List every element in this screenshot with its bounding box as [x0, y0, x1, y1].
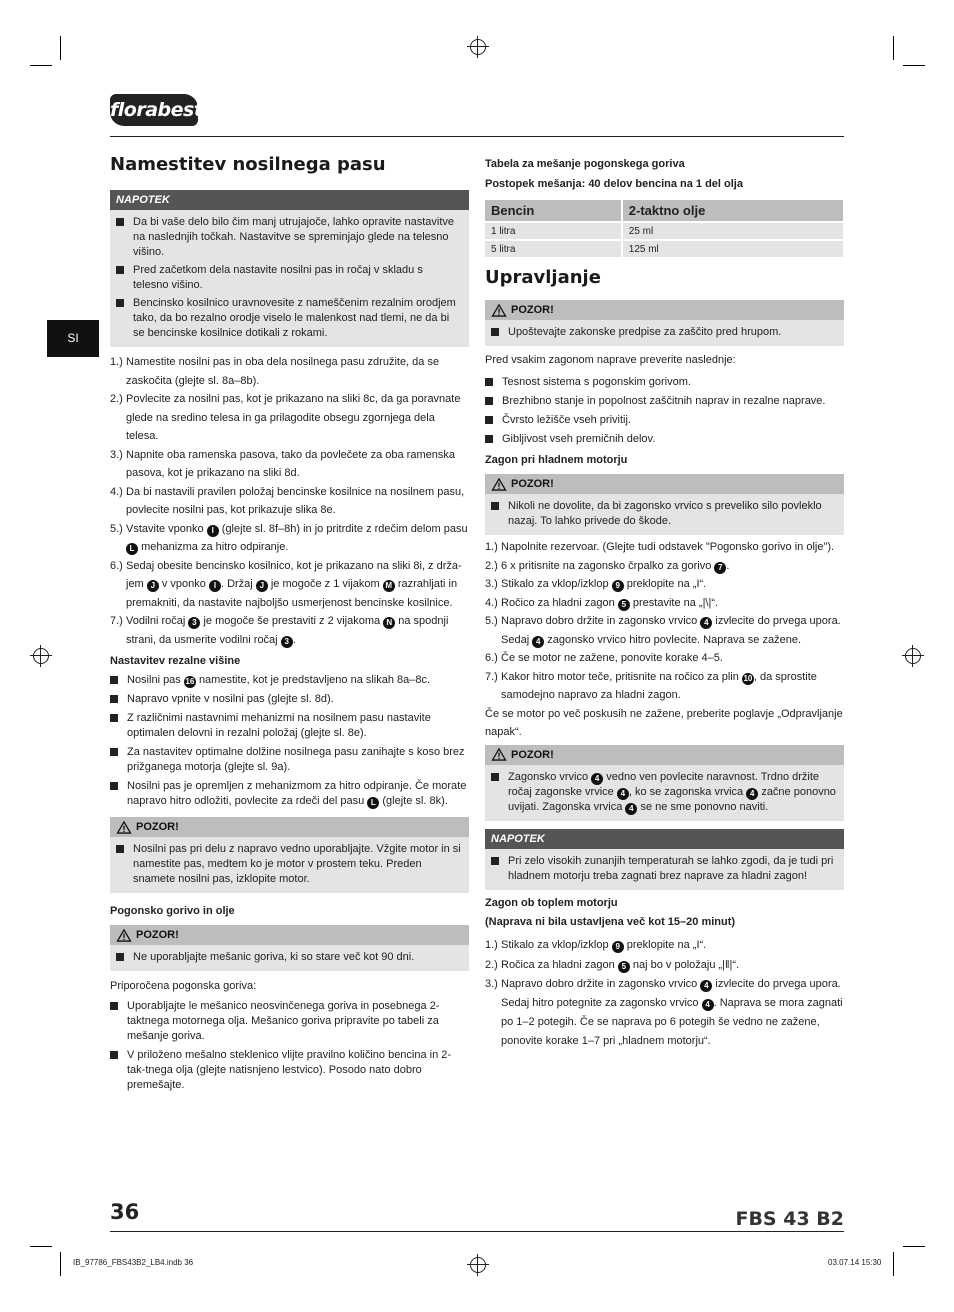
step-item: 4.) Ročico za hladni zagon 5 prestavite na „|\|“. — [485, 596, 719, 609]
crop-mark — [60, 1252, 61, 1276]
model-name: FBS 43 B2 — [735, 1208, 844, 1230]
note-box: NAPOTEK Pri zelo visokih zunanjih temperaturah se lahko zgodi, da je tudi pri hladnem motorju treba zagnati brez naprave za hladni zagon! — [485, 829, 844, 890]
crop-mark — [30, 65, 52, 66]
crop-mark — [893, 36, 894, 60]
section-title: Upravljanje — [485, 267, 601, 288]
right-column: Tabela za mešanje pogonskega goriva Postopek mešanja: 40 delov bencina na 1 del olja Bencin 2-taktno olje 1 litra 25 ml 5 litra 125 ml Upravljanje POZOR! Upoštevajte zakonske predpise za zaščito pred hrupom. Pred vsakim zagonom naprave preverite naslednje: Tesnost sistema s pogonskim gorivom. Brezhibno stanje in popolnost zaščitnih naprav in rezalne naprave. Čvrsto ležišče vseh privitij. Gibljivost vseh premičnih delov. Zagon pri hladnem motorju POZOR! Nikoli ne dovolite, da bi zagonsko vrvico s preveliko silo povleklo nazaj. To lahko privede do škode. 1.) Napolnite rezervoar. (Glejte tudi odstavek "Pogonsko gorivo in olje"). 2.) 6 x pritisnite na zagonsko črpalko za gorivo 7 . 3.) Stikalo za vklop/izklop 9 preklopite na „I“. 4.) Ročico za hladni zagon 5 prestavite na „|\|“. 5.) Napravo dobro držite in zagonsko vrvico 4 izvlecite do prvega upora. Sedaj 4 zagonsko vrvico hitro povlecite. Naprava se zažene. 6.) Če se motor ne zažene, ponovite korake 4–5. 7.) Kakor hitro motor teče, pritisnite na ročico za plin 10 , da sprostite samodejno napravo za hladni zagon. Če se motor po več poskusih ne zažene, preberite poglavje „Odpravljanje napak“. POZOR! Zagonsko vrvico 4 vedno ven povlecite naravnost. Trdno držite ročaj zagonske vrvice 4 , ko se zagonska vrvica 4 začne ponovno uvijati. Zagonska vrvica 4 se ne sme ponovno naviti. NAPOTEK Pri zelo visokih zunanjih temperaturah se lahko zgodi, da je tudi pri hladnem motorju treba zagnati brez naprave za hladni zagon! Zagon ob toplem motorju (Naprava ni bila ustavljena več kot 15–20 minut) 1.) Stikalo za vklop/izklop 9 preklopite na „I“. 2.) Ročica za hladni zagon 5 naj bo v položaju „|‖|“. 3.) Napravo dobro držite in zagonsko vrvico 4 izvlecite do prvega upora. Sedaj hitro potegnite za zagonsko vrvico 4 . Naprava se mora zagnati po 1–2 potegih. Če se naprava po 6 potegih še vedno ne zažene, ponovite korake 1–7 pri „hladnem motorju“. — [485, 154, 844, 1051]
note-text: Bencinsko kosilnico uravnovesite z nameščenim rezalnim orodjem tako, da bo rezalno orodje viselo le malenkost nad tlemi, ne da bi se bencinske kosilnice dotikali z rokami. — [133, 297, 456, 339]
step-item: 1.) Namestite nosilni pas in oba dela nosilnega pasu združite, da se zaskočita (glejte sl. 8a–8b). — [110, 356, 440, 387]
warning-header: POZOR! — [110, 925, 469, 945]
part-marker-icon: 3 — [281, 636, 293, 648]
part-marker-icon: J — [256, 580, 268, 592]
part-marker-icon: 4 — [617, 788, 629, 800]
bullet-icon — [491, 502, 499, 510]
warning-triangle-icon — [491, 748, 507, 761]
header-rule — [110, 136, 844, 137]
table-subtitle: Postopek mešanja: 40 delov bencina na 1 del olja — [485, 178, 743, 190]
subsection-title: Zagon ob toplem motorju — [485, 896, 618, 909]
warning-triangle-icon — [116, 929, 132, 942]
bullet-icon — [110, 695, 118, 703]
part-marker-icon: I — [209, 580, 221, 592]
step-list — [110, 353, 469, 649]
step-item: 2.) Ročica za hladni zagon 5 naj bo v položaju „|‖|“. — [485, 958, 740, 971]
step-item: 7.) Vodilni ročaj 3 je mogoče še prestaviti z 2 vijakoma N na spodnji strani, da usmerite vodilni ročaj 3 . — [110, 615, 449, 646]
table-header: Bencin — [485, 200, 621, 221]
warning-box: POZOR! Zagonsko vrvico 4 vedno ven povlecite naravnost. Trdno držite ročaj zagonske vrvice 4 , ko se zagonska vrvica 4 začne ponovno uvijati. Zagonska vrvica 4 se ne sme ponovno naviti. — [485, 745, 844, 821]
part-marker-icon: I — [207, 525, 219, 537]
subsection-title: Pogonsko gorivo in olje — [110, 905, 235, 917]
registration-mark-icon — [470, 39, 486, 55]
crop-mark — [903, 1246, 925, 1247]
step-item: 5.) Vstavite vponko I (glejte sl. 8f–8h) in jo pritrdite z rdečim delom pasu L mehanizma za hitro odpiranje. — [110, 522, 468, 553]
print-date: 03.07.14 15:30 — [828, 1258, 882, 1267]
subsection-subtitle: (Naprava ni bila ustavljena več kot 15–20 minut) — [485, 915, 736, 928]
bullet-icon — [110, 782, 118, 790]
registration-mark-icon — [470, 1257, 486, 1273]
warning-box: POZOR! Upoštevajte zakonske predpise za zaščito pred hrupom. — [485, 300, 844, 346]
table-title: Tabela za mešanje pogonskega goriva — [485, 158, 685, 170]
warning-header: POZOR! — [110, 817, 469, 837]
bullet-icon — [491, 328, 499, 336]
bullet-icon — [485, 416, 493, 424]
part-marker-icon: 4 — [746, 788, 758, 800]
step-item: 2.) Povlecite za nosilni pas, kot je prikazano na sliki 8c, da ga poravnate glede na sredino telesa in ga prilagodite obsegu zgornjega dela telesa. — [110, 393, 461, 442]
warning-box: POZOR! Ne uporabljajte mešanic goriva, ki so stare več kot 90 dni. — [110, 925, 469, 971]
crop-mark — [60, 36, 61, 60]
step-item: 1.) Napolnite rezervoar. (Glejte tudi odstavek "Pogonsko gorivo in olje"). — [485, 541, 835, 553]
part-marker-icon: N — [383, 617, 395, 629]
bullet-icon — [110, 714, 118, 722]
part-marker-icon: 7 — [714, 562, 726, 574]
bullet-icon — [110, 1051, 118, 1059]
part-marker-icon: L — [367, 797, 379, 809]
crop-mark — [893, 1252, 894, 1276]
part-marker-icon: 5 — [618, 599, 630, 611]
bullet-icon — [110, 676, 118, 684]
note-box — [110, 190, 469, 347]
warning-box: POZOR! Nikoli ne dovolite, da bi zagonsko vrvico s preveliko silo povleklo nazaj. To lahko privede do škode. — [485, 474, 844, 535]
page-number: 36 — [110, 1200, 140, 1224]
brand-logo: florabest — [110, 94, 198, 126]
bullet-icon — [116, 953, 124, 961]
note-header: NAPOTEK — [485, 829, 844, 849]
paragraph: Če se motor po več poskusih ne zažene, preberite poglavje „Odpravljanje napak“. — [485, 707, 843, 738]
bullet-list: Nosilni pas 16 namestite, kot je predstavljeno na slikah 8a–8c. Napravo vpnite v nosilni pas (glejte sl. 8d). Z različnimi nastavnimi mehanizmi na nosilnem pasu nastavite optimalen delovni in rezalni položaj (glejte sl. 8e). Za nastavitev optimalne dolžine nosilnega pasu zanihajte s koso brez prižganega motorja (glejte sl. 9a). Nosilni pas je opremljen z mehanizmom za hitro odpiranje. Če morate napravo hitro odložiti, povlecite za rdeči del pasu L (glejte sl. 8k). — [110, 673, 469, 809]
step-item: 3.) Napravo dobro držite in zagonsko vrvico 4 izvlecite do prvega upora. Sedaj hitro potegnite za zagonsko vrvico 4 . Naprava se mora zagnati po 1–2 potegih. Če se naprava po 6 potegih še vedno ne zažene, ponovite korake 1–7 pri „hladnem motorju“. — [485, 977, 843, 1047]
left-column: Namestitev nosilnega pasu NAPOTEK Da bi vaše delo bilo čim manj utrujajoče, lahko opravite nastavitve na naslednjih točkah. Nastavitve se spreminjajo glede na telesno višino. Pred začetkom dela nastavite nosilni pas in ročaj v skladu s telesno višino. Bencinsko kosilnico uravnovesite z nameščenim rezalnim orodjem tako, da bo rezalno orodje viselo le malenkost nad tlemi, ne da bi se bencinske kosilnice dotikali z rokami. 1.) Namestite nosilni pas in oba dela nosilnega pasu združite, da se zaskočita (glejte sl. 8a–8b). 2.) Povlecite za nosilni pas, kot je prikazano na sliki 8c, da ga poravnate glede na sredino telesa in ga prilagodite obsegu zgornjega dela telesa. 3.) Napnite oba ramenska pasova, tako da povlečete za oba ramenska pasova, kot je prikazano na sliki 8d. 4.) Da bi nastavili pravilen položaj bencinske kosilnice na nosilnem pasu, povlecite nosilni pas, kot prikazuje slika 8e. 5.) Vstavite vponko I (glejte sl. 8f–8h) in jo pritrdite z rdečim delom pasu L mehanizma za hitro odpiranje. 6.) Sedaj obesite bencinsko kosilnico, kot je prikazano na sliki 8i, z drža-jem J v vponko I . Držaj J je mogoče z 1 vijakom M razrahljati in premakniti, da nastavite najboljšo usmerjenost bencinske kosilnice. 7.) Vodilni ročaj 3 je mogoče še prestaviti z 2 vijakoma N na spodnji strani, da usmerite vodilni ročaj 3 . Nastavitev rezalne višine Nosilni pas 16 namestite, kot je predstavljeno na slikah 8a–8c. Napravo vpnite v nosilni pas (glejte sl. 8d). Z različnimi nastavnimi mehanizmi na nosilnem pasu nastavite optimalen delovni in rezalni položaj (glejte sl. 8e). Za nastavitev optimalne dolžine nosilnega pasu zanihajte s koso brez prižganega motorja (glejte sl. 9a). Nosilni pas je opremljen z mehanizmom za hitro odpiranje. Če morate napravo hitro odložiti, povlecite za rdeči del pasu L (glejte sl. 8k). POZOR! Nosilni pas pri delu z napravo vedno uporabljajte. Vžgite motor in si namestite pas, medtem ko je motor v prostem teku. Preden snamete nosilni pas, izklopite motor. Pogonsko gorivo in olje POZOR! Ne uporabljajte mešanic goriva, ki so stare več kot 90 dni. Priporočena pogonska goriva: Uporabljajte le mešanico neosvinčenega goriva in posebnega 2-taktnega motornega olja. Mešanico goriva pripravite po tabeli za mešanje goriva. V priloženo mešalno steklenico vlijte pravilno količino bencina in 2-tak-tnega olja (glejte natisnjeno lestvico). Posodo nato dobro premešajte. — [110, 154, 468, 1091]
crop-mark — [30, 1246, 52, 1247]
paragraph: Pred vsakim zagonom naprave preverite naslednje: — [485, 354, 736, 366]
note-text: Pred začetkom dela nastavite nosilni pas in ročaj v skladu s telesno višino. — [133, 264, 423, 291]
part-marker-icon: J — [147, 580, 159, 592]
part-marker-icon: 4 — [625, 803, 637, 815]
table-row: 5 litra 125 ml — [485, 239, 843, 257]
note-header: NAPOTEK — [110, 190, 469, 210]
subsection-title: Nastavitev rezalne višine — [110, 655, 241, 667]
warning-triangle-icon — [116, 821, 132, 834]
part-marker-icon: 9 — [612, 580, 624, 592]
part-marker-icon: 4 — [700, 617, 712, 629]
step-item: 3.) Napnite oba ramenska pasova, tako da povlečete za oba ramenska pasova, kot je prikazano na sliki 8d. — [110, 448, 455, 479]
step-item: 3.) Stikalo za vklop/izklop 9 preklopite na „I“. — [485, 578, 707, 590]
subsection-title: Zagon pri hladnem motorju — [485, 454, 628, 466]
part-marker-icon: 16 — [185, 677, 195, 686]
step-list — [485, 538, 844, 705]
file-info: IB_97786_FBS43B2_LB4.indb 36 — [73, 1258, 194, 1267]
warning-header: POZOR! — [485, 474, 844, 494]
bullet-icon — [110, 748, 118, 756]
step-item: 7.) Kakor hitro motor teče, pritisnite na ročico za plin 10 , da sprostite samodejno napravo za hladni zagon. — [485, 670, 817, 701]
warning-triangle-icon — [491, 478, 507, 491]
step-list — [485, 935, 844, 1051]
bullet-icon — [485, 435, 493, 443]
part-marker-icon: 4 — [700, 980, 712, 992]
language-tab: SI — [47, 320, 99, 357]
part-marker-icon: 5 — [618, 961, 630, 973]
section-title: Namestitev nosilnega pasu — [110, 154, 386, 175]
part-marker-icon: 4 — [591, 773, 603, 785]
warning-triangle-icon — [491, 304, 507, 317]
registration-mark-icon — [905, 648, 921, 664]
table-header: 2-taktno olje — [621, 200, 843, 221]
warning-box: POZOR! Nosilni pas pri delu z napravo vedno uporabljajte. Vžgite motor in si namestite pas, medtem ko je motor v prostem teku. Preden snamete nosilni pas, izklopite motor. — [110, 817, 469, 893]
step-item: 5.) Napravo dobro držite in zagonsko vrvico 4 izvlecite do prvega upora. Sedaj 4 zagonsko vrvico hitro povlecite. Naprava se zažene. — [485, 615, 841, 646]
fuel-mix-table — [485, 200, 843, 257]
part-marker-icon: 3 — [188, 617, 200, 629]
part-marker-icon: 10 — [743, 673, 753, 683]
footer-rule — [110, 1231, 844, 1232]
registration-mark-icon — [33, 648, 49, 664]
bullet-icon — [116, 266, 124, 274]
warning-header: POZOR! — [485, 300, 844, 320]
step-item: 2.) 6 x pritisnite na zagonsko črpalko za gorivo 7 . — [485, 559, 730, 572]
crop-mark — [903, 65, 925, 66]
warning-header: POZOR! — [485, 745, 844, 765]
part-marker-icon: L — [126, 543, 138, 555]
note-text: Da bi vaše delo bilo čim manj utrujajoče, lahko opravite nastavitve na naslednjih točkah. Nastavitve se spreminjajo glede na telesno višino. — [133, 216, 454, 258]
bullet-icon — [485, 397, 493, 405]
paragraph: Priporočena pogonska goriva: — [110, 980, 257, 992]
bullet-icon — [116, 845, 124, 853]
bullet-icon — [491, 773, 499, 781]
bullet-icon — [485, 378, 493, 386]
step-item: 4.) Da bi nastavili pravilen položaj bencinske kosilnice na nosilnem pasu, povlecite nosilni pas, kot prikazuje slika 8e. — [110, 485, 465, 516]
part-marker-icon: 4 — [702, 999, 714, 1011]
step-item: 6.) Če se motor ne zažene, ponovite korake 4–5. — [485, 652, 723, 664]
bullet-icon — [491, 857, 499, 865]
step-item: 1.) Stikalo za vklop/izklop 9 preklopite na „I“. — [485, 938, 707, 951]
step-item: 6.) Sedaj obesite bencinsko kosilnico, kot je prikazano na sliki 8i, z drža-jem J v vponko I . Držaj J je mogoče z 1 vijakom M razrahljati in premakniti, da nastavite najboljšo usmerjenost bencinske kosilnice. — [110, 559, 462, 609]
bullet-icon — [110, 1002, 118, 1010]
part-marker-icon: 9 — [612, 941, 624, 953]
part-marker-icon: M — [383, 580, 395, 592]
bullet-icon — [116, 218, 124, 226]
table-row: 1 litra 25 ml — [485, 221, 843, 239]
bullet-icon — [116, 299, 124, 307]
part-marker-icon: 4 — [532, 636, 544, 648]
